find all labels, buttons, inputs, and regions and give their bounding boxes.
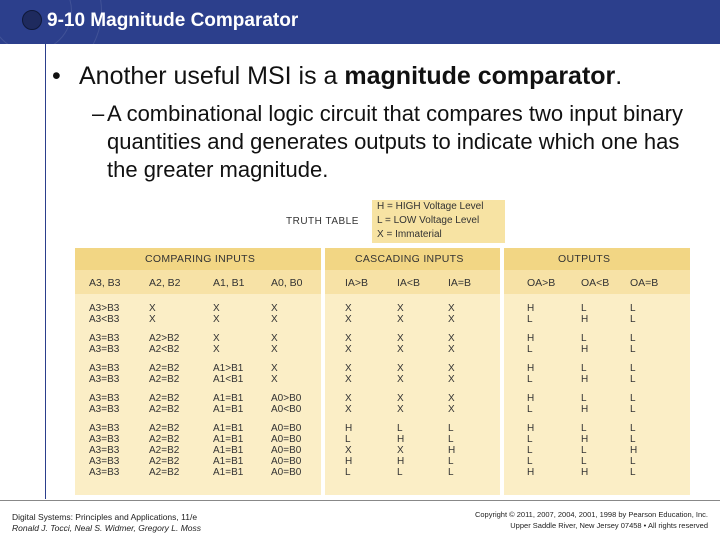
footer-book-title: Digital Systems: Principles and Applications, 11/e — [12, 512, 198, 522]
table-cell: L — [527, 445, 533, 456]
table-cell: L — [630, 374, 636, 385]
table-cell: A3<B3 — [89, 314, 120, 325]
column-header: A1, B1 — [213, 277, 245, 289]
column-header: IA<B — [397, 277, 421, 289]
table-cell: A1=B1 — [213, 434, 244, 445]
table-cell: A2=B2 — [149, 467, 180, 478]
table-cell: X — [397, 393, 404, 404]
table-cell: X — [271, 363, 278, 374]
footer-rule — [0, 500, 720, 501]
table-cell: A2=B2 — [149, 456, 180, 467]
table-cell: X — [213, 314, 220, 325]
table-cell: X — [448, 393, 455, 404]
table-cell: L — [630, 303, 636, 314]
table-cell: A3=B3 — [89, 363, 120, 374]
table-cell: H — [345, 423, 353, 434]
table-cell: A2=B2 — [149, 393, 180, 404]
column-separator — [321, 248, 325, 495]
table-cell: H — [527, 363, 535, 374]
table-cell: A3=B3 — [89, 374, 120, 385]
table-cell: L — [630, 344, 636, 355]
legend-immaterial: X = Immaterial — [377, 229, 442, 240]
table-cell: A2=B2 — [149, 434, 180, 445]
column-header: IA>B — [345, 277, 369, 289]
table-cell: A1=B1 — [213, 423, 244, 434]
table-cell: X — [448, 333, 455, 344]
table-cell: L — [527, 434, 533, 445]
table-cell: A0=B0 — [271, 467, 302, 478]
table-cell: A0>B0 — [271, 393, 302, 404]
table-cell: A3>B3 — [89, 303, 120, 314]
table-cell: X — [345, 314, 352, 325]
table-cell: A1>B1 — [213, 363, 244, 374]
table-cell: A1=B1 — [213, 445, 244, 456]
table-cell: X — [448, 374, 455, 385]
column-header: A2, B2 — [149, 277, 181, 289]
table-cell: A1=B1 — [213, 456, 244, 467]
column-separator — [500, 248, 504, 495]
table-cell: H — [581, 404, 589, 415]
table-cell: L — [527, 344, 533, 355]
table-cell: X — [397, 314, 404, 325]
legend-box — [372, 200, 505, 243]
table-cell: L — [581, 423, 587, 434]
table-cell: X — [397, 333, 404, 344]
left-rule — [45, 44, 46, 499]
table-cell: L — [581, 363, 587, 374]
bullet-circle-icon — [22, 10, 42, 30]
table-cell: H — [581, 434, 589, 445]
bullet-main-text — [79, 62, 622, 91]
table-cell: H — [527, 423, 535, 434]
table-cell: X — [448, 314, 455, 325]
table-cell: A1<B1 — [213, 374, 244, 385]
table-cell: X — [345, 333, 352, 344]
table-cell: X — [397, 363, 404, 374]
legend-low: L = LOW Voltage Level — [377, 215, 480, 226]
table-cell: L — [448, 456, 454, 467]
group-cascading-inputs: CASCADING INPUTS — [355, 253, 464, 265]
table-cell: X — [271, 333, 278, 344]
footer-right — [398, 509, 708, 531]
table-cell: L — [345, 467, 351, 478]
table-cell: L — [448, 434, 454, 445]
column-header: OA>B — [527, 277, 556, 289]
table-cell: H — [581, 314, 589, 325]
table-cell: X — [213, 333, 220, 344]
table-cell: X — [448, 344, 455, 355]
column-header: IA=B — [448, 277, 472, 289]
table-cell: A2=B2 — [149, 404, 180, 415]
table-cell: X — [149, 303, 156, 314]
bullet-marker: • — [52, 62, 61, 90]
table-cell: X — [345, 344, 352, 355]
table-cell: H — [527, 303, 535, 314]
table-cell: A3=B3 — [89, 423, 120, 434]
table-cell: A2>B2 — [149, 333, 180, 344]
slide-title: 9-10 Magnitude Comparator — [47, 10, 299, 31]
table-cell: L — [630, 456, 636, 467]
column-header: A0, B0 — [271, 277, 303, 289]
table-cell: X — [397, 303, 404, 314]
table-cell: A3=B3 — [89, 456, 120, 467]
table-cell: H — [397, 434, 405, 445]
footer-copyright: Copyright © 2011, 2007, 2004, 2001, 1998 by Pearson Education, Inc. — [474, 510, 708, 519]
table-cell: A1=B1 — [213, 467, 244, 478]
table-cell: X — [345, 303, 352, 314]
table-cell: L — [397, 423, 403, 434]
table-cell: A0=B0 — [271, 423, 302, 434]
table-cell: X — [345, 363, 352, 374]
table-cell: X — [271, 314, 278, 325]
footer-authors: Ronald J. Tocci, Neal S. Widmer, Gregory L. Moss — [12, 523, 202, 533]
table-cell: X — [271, 344, 278, 355]
truth-table-label: TRUTH TABLE — [286, 216, 359, 227]
table-cell: A2=B2 — [149, 374, 180, 385]
table-cell: L — [527, 314, 533, 325]
table-cell: H — [527, 393, 535, 404]
table-cell: A3=B3 — [89, 344, 120, 355]
table-cell: L — [345, 434, 351, 445]
table-cell: L — [630, 423, 636, 434]
table-cell: L — [448, 423, 454, 434]
table-cell: A0=B0 — [271, 456, 302, 467]
table-cell: L — [397, 467, 403, 478]
table-cell: X — [213, 303, 220, 314]
group-comparing-inputs: COMPARING INPUTS — [145, 253, 256, 265]
table-cell: X — [397, 404, 404, 415]
table-cell: H — [448, 445, 456, 456]
table-cell: L — [581, 303, 587, 314]
table-cell: A3=B3 — [89, 393, 120, 404]
table-cell: A2=B2 — [149, 363, 180, 374]
bullet-main-prefix: Another useful MSI is a — [79, 62, 345, 90]
column-header: A3, B3 — [89, 277, 121, 289]
group-outputs: OUTPUTS — [558, 253, 611, 265]
table-cell: H — [581, 344, 589, 355]
table-cell: L — [630, 363, 636, 374]
table-cell: L — [581, 393, 587, 404]
table-cell: H — [527, 333, 535, 344]
table-cell: L — [448, 467, 454, 478]
table-cell: A1=B1 — [213, 393, 244, 404]
table-cell: L — [527, 374, 533, 385]
table-cell: X — [271, 303, 278, 314]
title-bar — [0, 0, 720, 44]
table-cell: X — [345, 393, 352, 404]
table-cell: L — [581, 445, 587, 456]
table-cell: X — [149, 314, 156, 325]
table-cell: A3=B3 — [89, 434, 120, 445]
table-cell: L — [630, 467, 636, 478]
table-cell: X — [448, 363, 455, 374]
table-cell: H — [345, 456, 353, 467]
table-cell: X — [345, 404, 352, 415]
table-cell: A2=B2 — [149, 445, 180, 456]
table-cell: X — [345, 445, 352, 456]
table-cell: X — [271, 374, 278, 385]
bullet-sub-text: A combinational logic circuit that compares two input binary quantities and generates outputs to indicate which one has the greater magnitude. — [107, 101, 683, 182]
table-cell: X — [397, 445, 404, 456]
table-cell: A2=B2 — [149, 423, 180, 434]
table-cell: L — [630, 393, 636, 404]
table-cell: H — [527, 467, 535, 478]
table-cell: H — [581, 374, 589, 385]
table-cell: X — [213, 344, 220, 355]
table-cell: H — [581, 467, 589, 478]
table-cell: A3=B3 — [89, 467, 120, 478]
table-cell: A0=B0 — [271, 445, 302, 456]
table-cell: A3=B3 — [89, 445, 120, 456]
footer-publisher: Upper Saddle River, New Jersey 07458 • All rights reserved — [510, 521, 708, 530]
table-cell: A3=B3 — [89, 333, 120, 344]
bullet-main-bold: magnitude comparator — [344, 62, 616, 90]
table-cell: H — [397, 456, 405, 467]
table-cell: L — [630, 434, 636, 445]
table-cell: A3=B3 — [89, 404, 120, 415]
table-cell: L — [581, 333, 587, 344]
column-header: OA<B — [581, 277, 610, 289]
column-header: OA=B — [630, 277, 659, 289]
table-cell: L — [581, 456, 587, 467]
table-cell: L — [527, 404, 533, 415]
bullet-main-suffix: . — [615, 62, 623, 90]
table-cell: H — [630, 445, 638, 456]
legend-high: H = HIGH Voltage Level — [377, 201, 484, 212]
table-cell: X — [397, 374, 404, 385]
table-cell: X — [448, 303, 455, 314]
table-cell: A0=B0 — [271, 434, 302, 445]
footer-left — [12, 512, 201, 534]
table-cell: L — [527, 456, 533, 467]
dash-marker: – — [92, 101, 105, 126]
table-cell: A0<B0 — [271, 404, 302, 415]
truth-table — [75, 248, 690, 495]
table-cell: L — [630, 314, 636, 325]
table-cell: X — [345, 374, 352, 385]
table-cell: A1=B1 — [213, 404, 244, 415]
table-cell: L — [630, 404, 636, 415]
table-cell: L — [630, 333, 636, 344]
table-cell: A2<B2 — [149, 344, 180, 355]
table-cell: X — [397, 344, 404, 355]
table-cell: X — [448, 404, 455, 415]
